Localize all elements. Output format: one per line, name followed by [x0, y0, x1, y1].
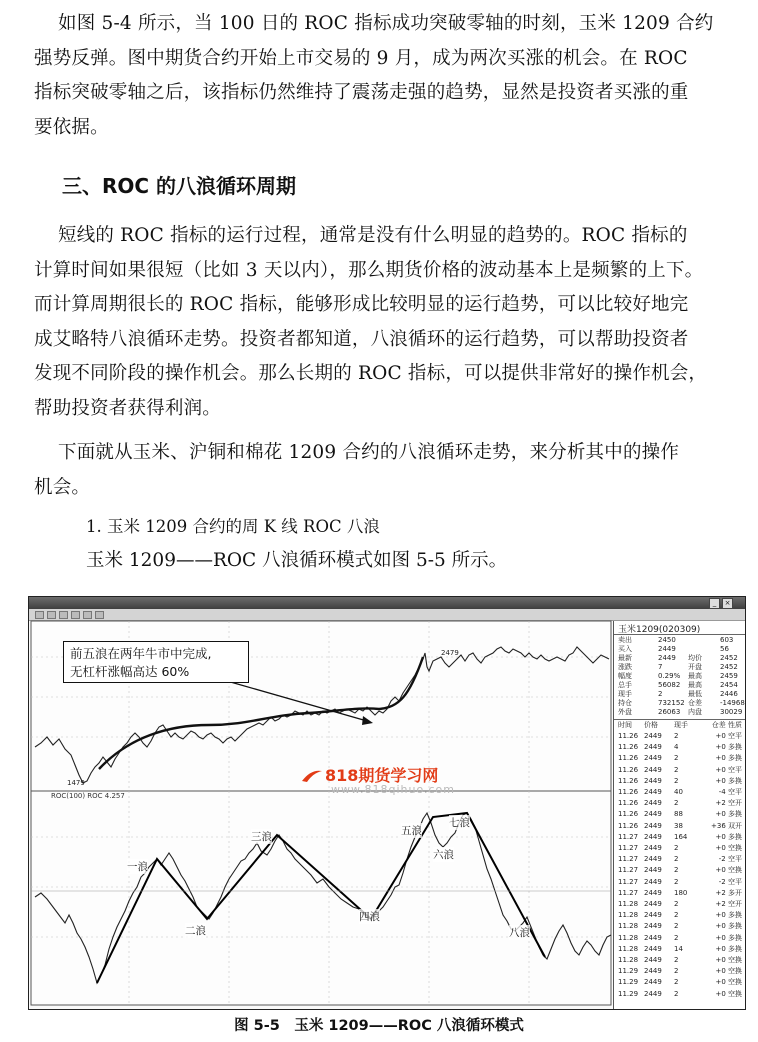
trade-cell: +0 多换	[715, 933, 742, 942]
trade-cell: 2449	[644, 989, 662, 998]
trade-cell: 2449	[644, 788, 662, 796]
trade-cell: 2449	[644, 821, 662, 830]
quote-cell: 2449	[658, 654, 676, 662]
trade-cell: 2	[674, 866, 679, 875]
wave-label-4: 四浪	[359, 911, 380, 923]
trade-cell: 2449	[644, 754, 662, 763]
annotation-line: 前五浪在两年牛市中完成,	[70, 646, 212, 661]
trade-cell: 2449	[644, 765, 662, 774]
quote-cell: 幅度	[618, 672, 632, 680]
quote-cell: 总手	[618, 681, 632, 689]
text-line: 如图 5-4 所示，当 100 日的 ROC 指标成功突破零轴的时刻，玉米 1209 合约	[58, 13, 714, 34]
trade-cell: 2	[674, 754, 679, 763]
trade-row	[616, 990, 744, 999]
text-line: 计算时间如果很短（比如 3 天以内），那么期货价格的波动基本上是频繁的上下。	[34, 259, 704, 281]
trade-row	[616, 911, 744, 920]
trade-cell: -2 空平	[718, 855, 742, 864]
trade-row	[616, 900, 744, 909]
trade-cell: 2449	[644, 911, 662, 920]
quote-cell: 最高	[688, 681, 702, 689]
quote-cell: 外盘	[618, 708, 632, 716]
wave-label-5: 五浪	[401, 825, 422, 837]
quote-row	[616, 645, 744, 654]
trade-cell: 11.27	[618, 832, 639, 841]
wave-label-3: 三浪	[251, 831, 272, 843]
trade-cell: 11.26	[618, 810, 639, 819]
text-line: 机会。	[34, 476, 91, 498]
trade-cell: 180	[674, 888, 688, 897]
trade-cell: +0 多换	[715, 944, 742, 953]
section-heading: 三、ROC 的八浪循环周期	[62, 174, 297, 198]
intro-paragraph	[34, 7, 748, 145]
trade-cell: 11.28	[618, 944, 639, 953]
wave-label-6: 六浪	[433, 849, 454, 861]
trade-cell: 11.27	[618, 888, 639, 897]
trade-cell: 2	[674, 933, 679, 942]
trade-cell: 11.26	[618, 776, 639, 785]
trade-cell: +0 空换	[715, 866, 742, 875]
text-line: 帮助投资者获得利润。	[34, 397, 222, 419]
trade-row	[616, 889, 744, 898]
quote-cell: 7	[658, 663, 663, 671]
chart-figure	[28, 596, 746, 1010]
quote-cell: 涨跌	[618, 663, 632, 671]
trade-cell: +0 空换	[715, 978, 742, 987]
trade-cell: 11.28	[618, 922, 639, 931]
quote-cell: 现手	[618, 690, 632, 698]
quote-cell: 26063	[658, 708, 681, 716]
trade-cell: 2449	[644, 855, 662, 864]
quote-cell: 603	[720, 636, 734, 644]
watermark-text: 818期货学习网	[325, 766, 439, 785]
watermark-url: www.818qihuo.com	[331, 783, 455, 796]
trade-cell: 2449	[644, 900, 662, 908]
trade-row	[616, 732, 744, 741]
trade-cell: +0 多换	[715, 810, 742, 819]
quote-cell: 开盘	[688, 663, 702, 671]
trade-header-cell: 时间	[618, 721, 632, 729]
trade-cell: 2	[674, 978, 679, 987]
trade-cell: +0 多换	[715, 776, 742, 785]
quote-panel	[613, 621, 746, 1009]
quote-row	[616, 699, 744, 708]
trade-cell: +0 空换	[715, 956, 742, 964]
text-line: 指标突破零轴之后，该指标仍然维持了震荡走强的趋势，显然是投资者买涨的重	[34, 82, 689, 103]
text-line: 而计算周期很长的 ROC 指标，能够形成比较明显的运行趋势，可以比较好地完	[34, 294, 689, 315]
trade-cell: +0 空平	[715, 765, 742, 774]
wave-label-1: 一浪	[127, 861, 148, 873]
minimize-icon[interactable]: _	[709, 598, 720, 609]
price-high-label: 2479	[441, 649, 459, 657]
close-icon[interactable]: ×	[722, 598, 733, 609]
trade-row	[616, 822, 744, 831]
trade-cell: 4	[674, 743, 679, 752]
trade-cell: 11.28	[618, 900, 639, 908]
trade-cell: 2449	[644, 799, 662, 808]
annotation-line: 无杠杆涨幅高达 60%	[70, 664, 190, 679]
trade-cell: 2449	[644, 922, 662, 931]
quote-row	[616, 663, 744, 672]
trade-cell: 2	[674, 732, 679, 740]
figure-intro: 玉米 1209——ROC 八浪循环模式如图 5-5 所示。	[86, 550, 508, 571]
text-line: 要依据。	[34, 116, 109, 138]
wave-label-2: 二浪	[185, 925, 206, 937]
quote-cell: 2	[658, 690, 663, 698]
trade-cell: 11.29	[618, 967, 639, 976]
annotation-box	[63, 641, 249, 683]
trade-row	[616, 922, 744, 931]
trade-row	[616, 799, 744, 808]
quote-row	[616, 654, 744, 663]
roc-indicator-label: ROC(100) ROC 4.257	[51, 792, 125, 800]
trade-row	[616, 934, 744, 943]
quote-row	[616, 672, 744, 681]
trade-cell: 11.27	[618, 866, 639, 875]
trade-cell: 2449	[644, 810, 662, 819]
trade-cell: 2	[674, 855, 679, 864]
trade-row	[616, 833, 744, 842]
trade-cell: 2449	[644, 877, 662, 886]
quote-cell: 2454	[720, 681, 738, 689]
trade-cell: 2	[674, 956, 679, 964]
sub-heading: 1. 玉米 1209 合约的周 K 线 ROC 八浪	[86, 517, 380, 536]
trade-header-cell: 仓差 性质	[711, 721, 742, 729]
trade-cell: 2449	[644, 743, 662, 752]
quote-cell: 卖出	[618, 636, 632, 644]
trade-cell: +0 空换	[715, 967, 742, 976]
body-paragraph-2	[34, 436, 748, 505]
trade-row	[616, 743, 744, 752]
trade-cell: 2449	[644, 967, 662, 976]
trade-cell: 38	[674, 821, 683, 830]
trade-cell: 2449	[644, 956, 662, 964]
trade-row	[616, 788, 744, 797]
wave-label-7: 七浪	[449, 817, 470, 829]
trade-cell: 40	[674, 788, 683, 796]
text-line: 短线的 ROC 指标的运行过程，通常是没有什么明显的趋势的。ROC 指标的	[58, 225, 688, 246]
quote-cell: 内盘	[688, 708, 702, 716]
quote-row	[616, 681, 744, 690]
trade-row	[616, 855, 744, 864]
quote-cell: 2446	[720, 690, 738, 698]
quote-cell: 均价	[688, 654, 702, 662]
trade-cell: 11.28	[618, 933, 639, 942]
trade-row	[616, 945, 744, 954]
trade-cell: 2449	[644, 933, 662, 942]
text-line: 下面就从玉米、沪铜和棉花 1209 合约的八浪循环走势，来分析其中的操作	[58, 442, 680, 463]
trade-cell: 11.27	[618, 877, 639, 886]
quote-cell: 56	[720, 645, 729, 653]
trade-row	[616, 878, 744, 887]
quote-cell: 2459	[720, 672, 738, 680]
trade-cell: 11.26	[618, 732, 639, 740]
trade-row	[616, 967, 744, 976]
trade-row	[616, 866, 744, 875]
trade-cell: 2	[674, 765, 679, 774]
trade-cell: 11.29	[618, 978, 639, 987]
quote-row	[616, 708, 744, 717]
wave-label-8: 八浪	[509, 927, 530, 939]
quote-cell: 2452	[720, 654, 738, 662]
trade-cell: -4 空平	[718, 788, 742, 796]
quote-cell: 2450	[658, 636, 676, 644]
trade-cell: +2 空开	[715, 900, 742, 908]
quote-row	[616, 636, 744, 645]
text-line: 强势反弹。图中期货合约开始上市交易的 9 月，成为两次买涨的机会。在 ROC	[34, 47, 688, 69]
trade-cell: 11.27	[618, 855, 639, 864]
trade-header-row	[616, 721, 744, 730]
trade-cell: 11.29	[618, 989, 639, 998]
trade-cell: 11.28	[618, 911, 639, 920]
trade-row	[616, 777, 744, 786]
trade-cell: 2449	[644, 832, 662, 841]
trade-cell: 11.26	[618, 765, 639, 774]
trade-cell: 2	[674, 989, 679, 998]
trade-cell: 2449	[644, 888, 662, 897]
trade-cell: 11.26	[618, 743, 639, 752]
trade-row	[616, 754, 744, 763]
text-line: 发现不同阶段的操作机会。那么长期的 ROC 指标，可以提供非常好的操作机会，	[34, 363, 708, 384]
trade-cell: 2	[674, 967, 679, 976]
trade-cell: 2	[674, 900, 679, 908]
price-low-label: 1479	[67, 779, 85, 787]
trade-cell: 11.28	[618, 956, 639, 964]
quote-cell: 2449	[658, 645, 676, 653]
trade-header-cell: 现手	[674, 721, 688, 729]
trade-row	[616, 810, 744, 819]
quote-cell: 最高	[688, 672, 702, 680]
contract-title: 玉米1209(020309)	[618, 625, 701, 635]
quote-cell: 仓差	[688, 699, 702, 707]
figure-caption: 图 5-5 玉米 1209——ROC 八浪循环模式	[234, 1018, 524, 1034]
trade-cell: 2	[674, 922, 679, 931]
trade-cell: 88	[674, 810, 683, 819]
logo-swoosh-icon	[301, 769, 323, 783]
trade-cell: 11.27	[618, 844, 639, 852]
trade-cell: 2449	[644, 732, 662, 740]
trade-cell: 11.26	[618, 754, 639, 763]
trade-cell: 2	[674, 844, 679, 852]
trade-row	[616, 956, 744, 965]
trade-cell: -2 空平	[718, 877, 742, 886]
quote-cell: 56082	[658, 681, 681, 689]
trade-cell: +0 空平	[715, 732, 742, 740]
trade-cell: +2 多开	[715, 888, 742, 897]
trade-row	[616, 766, 744, 775]
trade-cell: +0 空换	[715, 989, 742, 998]
trade-cell: 14	[674, 944, 683, 953]
quote-cell: 持仓	[618, 699, 632, 707]
text-line: 成艾略特八浪循环走势。投资者都知道，八浪循环的运行趋势，可以帮助投资者	[34, 328, 689, 350]
trade-cell: +0 多换	[715, 832, 742, 841]
trade-cell: +0 多换	[715, 911, 742, 920]
trade-cell: +2 空开	[715, 799, 742, 808]
trade-cell: 2449	[644, 944, 662, 953]
trade-cell: +36 双开	[711, 821, 742, 830]
trade-cell: 2	[674, 911, 679, 920]
trade-cell: 2	[674, 799, 679, 808]
quote-cell: 30029	[720, 708, 743, 716]
trade-cell: 2449	[644, 776, 662, 785]
trade-cell: 11.26	[618, 799, 639, 808]
quote-cell: 最低	[688, 690, 702, 698]
trade-header-cell: 价格	[644, 721, 658, 729]
trade-cell: 164	[674, 832, 688, 841]
quote-row	[616, 690, 744, 699]
trade-cell: +0 多换	[715, 922, 742, 931]
trade-cell: 11.26	[618, 788, 639, 796]
body-paragraph-1	[34, 219, 748, 426]
quote-cell: 0.29%	[658, 672, 681, 680]
trade-row	[616, 978, 744, 987]
quote-cell: 732152	[658, 699, 685, 707]
trade-cell: +0 多换	[715, 743, 742, 752]
trade-cell: 2449	[644, 866, 662, 875]
trade-cell: 11.26	[618, 821, 639, 830]
trade-row	[616, 844, 744, 853]
trade-cell: 2	[674, 776, 679, 785]
quote-cell: 买入	[618, 645, 632, 653]
quote-cell: 2452	[720, 663, 738, 671]
trade-cell: 2	[674, 877, 679, 886]
trade-cell: 2449	[644, 978, 662, 987]
quote-cell: -14968	[720, 699, 745, 707]
trade-cell: 2449	[644, 844, 662, 852]
quote-cell: 最新	[618, 654, 632, 662]
trade-cell: +0 多换	[715, 754, 742, 763]
trade-cell: +0 空换	[715, 844, 742, 852]
